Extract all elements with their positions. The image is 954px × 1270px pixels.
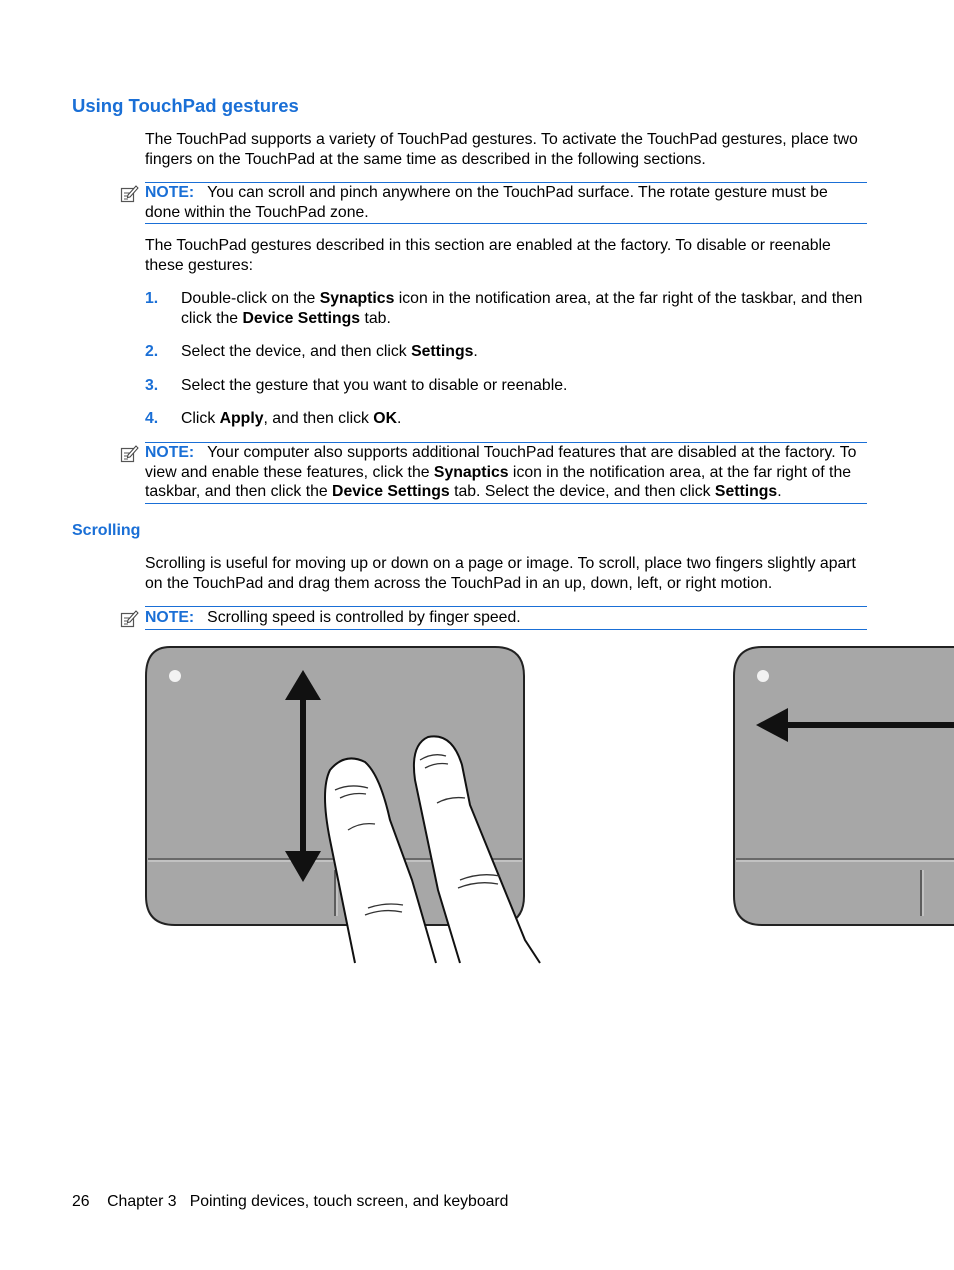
step-number: 4.	[145, 410, 159, 427]
note-text: You can scroll and pinch anywhere on the TouchPad surface. The rotate gesture must be done within the TouchPad zone.	[145, 184, 828, 221]
step-3-text: Select the gesture that you want to disable or reenable.	[181, 377, 568, 394]
step-number: 1.	[145, 290, 159, 307]
touchpad-indicator-light	[757, 670, 769, 682]
note-icon	[119, 609, 139, 629]
step-4-text: Click Apply, and then click OK.	[181, 410, 402, 427]
note-text: Scrolling speed is controlled by finger speed.	[207, 609, 521, 626]
horizontal-scroll-illustration	[728, 640, 954, 940]
note-icon	[119, 184, 139, 204]
step-2-text: Select the device, and then click Settings.	[181, 343, 478, 360]
note-icon	[119, 444, 139, 464]
intro-paragraph: The TouchPad supports a variety of TouchPad gestures. To activate the TouchPad gestures, place two fingers on the TouchPad at the same time as described in the following sections.	[145, 131, 858, 168]
note-1	[145, 182, 867, 224]
step-1-text: Double-click on the Synaptics icon in the notification area, at the far right of the taskbar, and then click the Device Settings tab.	[181, 290, 863, 327]
note-label: NOTE:	[145, 184, 195, 201]
note-2: NOTE: Your computer also supports additional TouchPad features that are disabled at the factory. To view and enable these features, click the Synaptics icon in the notification area, at the far right of the taskbar, and then click the Device Settings tab. Select the device, and then click Settings.	[145, 442, 867, 504]
note-label: NOTE:	[145, 609, 195, 626]
page-number: 26	[72, 1193, 90, 1210]
touchpad	[734, 647, 954, 925]
section-title: Using TouchPad gestures	[72, 95, 299, 116]
subsection-title: Scrolling	[72, 522, 141, 539]
scrolling-paragraph: Scrolling is useful for moving up or down on a page or image. To scroll, place two fingers slightly apart on the TouchPad and drag them across the TouchPad in an up, down, left, or right motion.	[145, 555, 856, 592]
note-3	[145, 606, 867, 630]
chapter-title: Pointing devices, touch screen, and keyboard	[189, 1193, 509, 1210]
factory-paragraph: The TouchPad gestures described in this section are enabled at the factory. To disable or reenable these gestures:	[145, 237, 831, 274]
touchpad-indicator-light	[169, 670, 181, 682]
step-number: 3.	[145, 377, 159, 394]
vertical-scroll-illustration	[140, 640, 570, 970]
chapter-label: Chapter 3	[107, 1193, 177, 1210]
note-label: NOTE:	[145, 444, 195, 461]
page-footer	[72, 1193, 508, 1211]
step-number: 2.	[145, 343, 159, 360]
